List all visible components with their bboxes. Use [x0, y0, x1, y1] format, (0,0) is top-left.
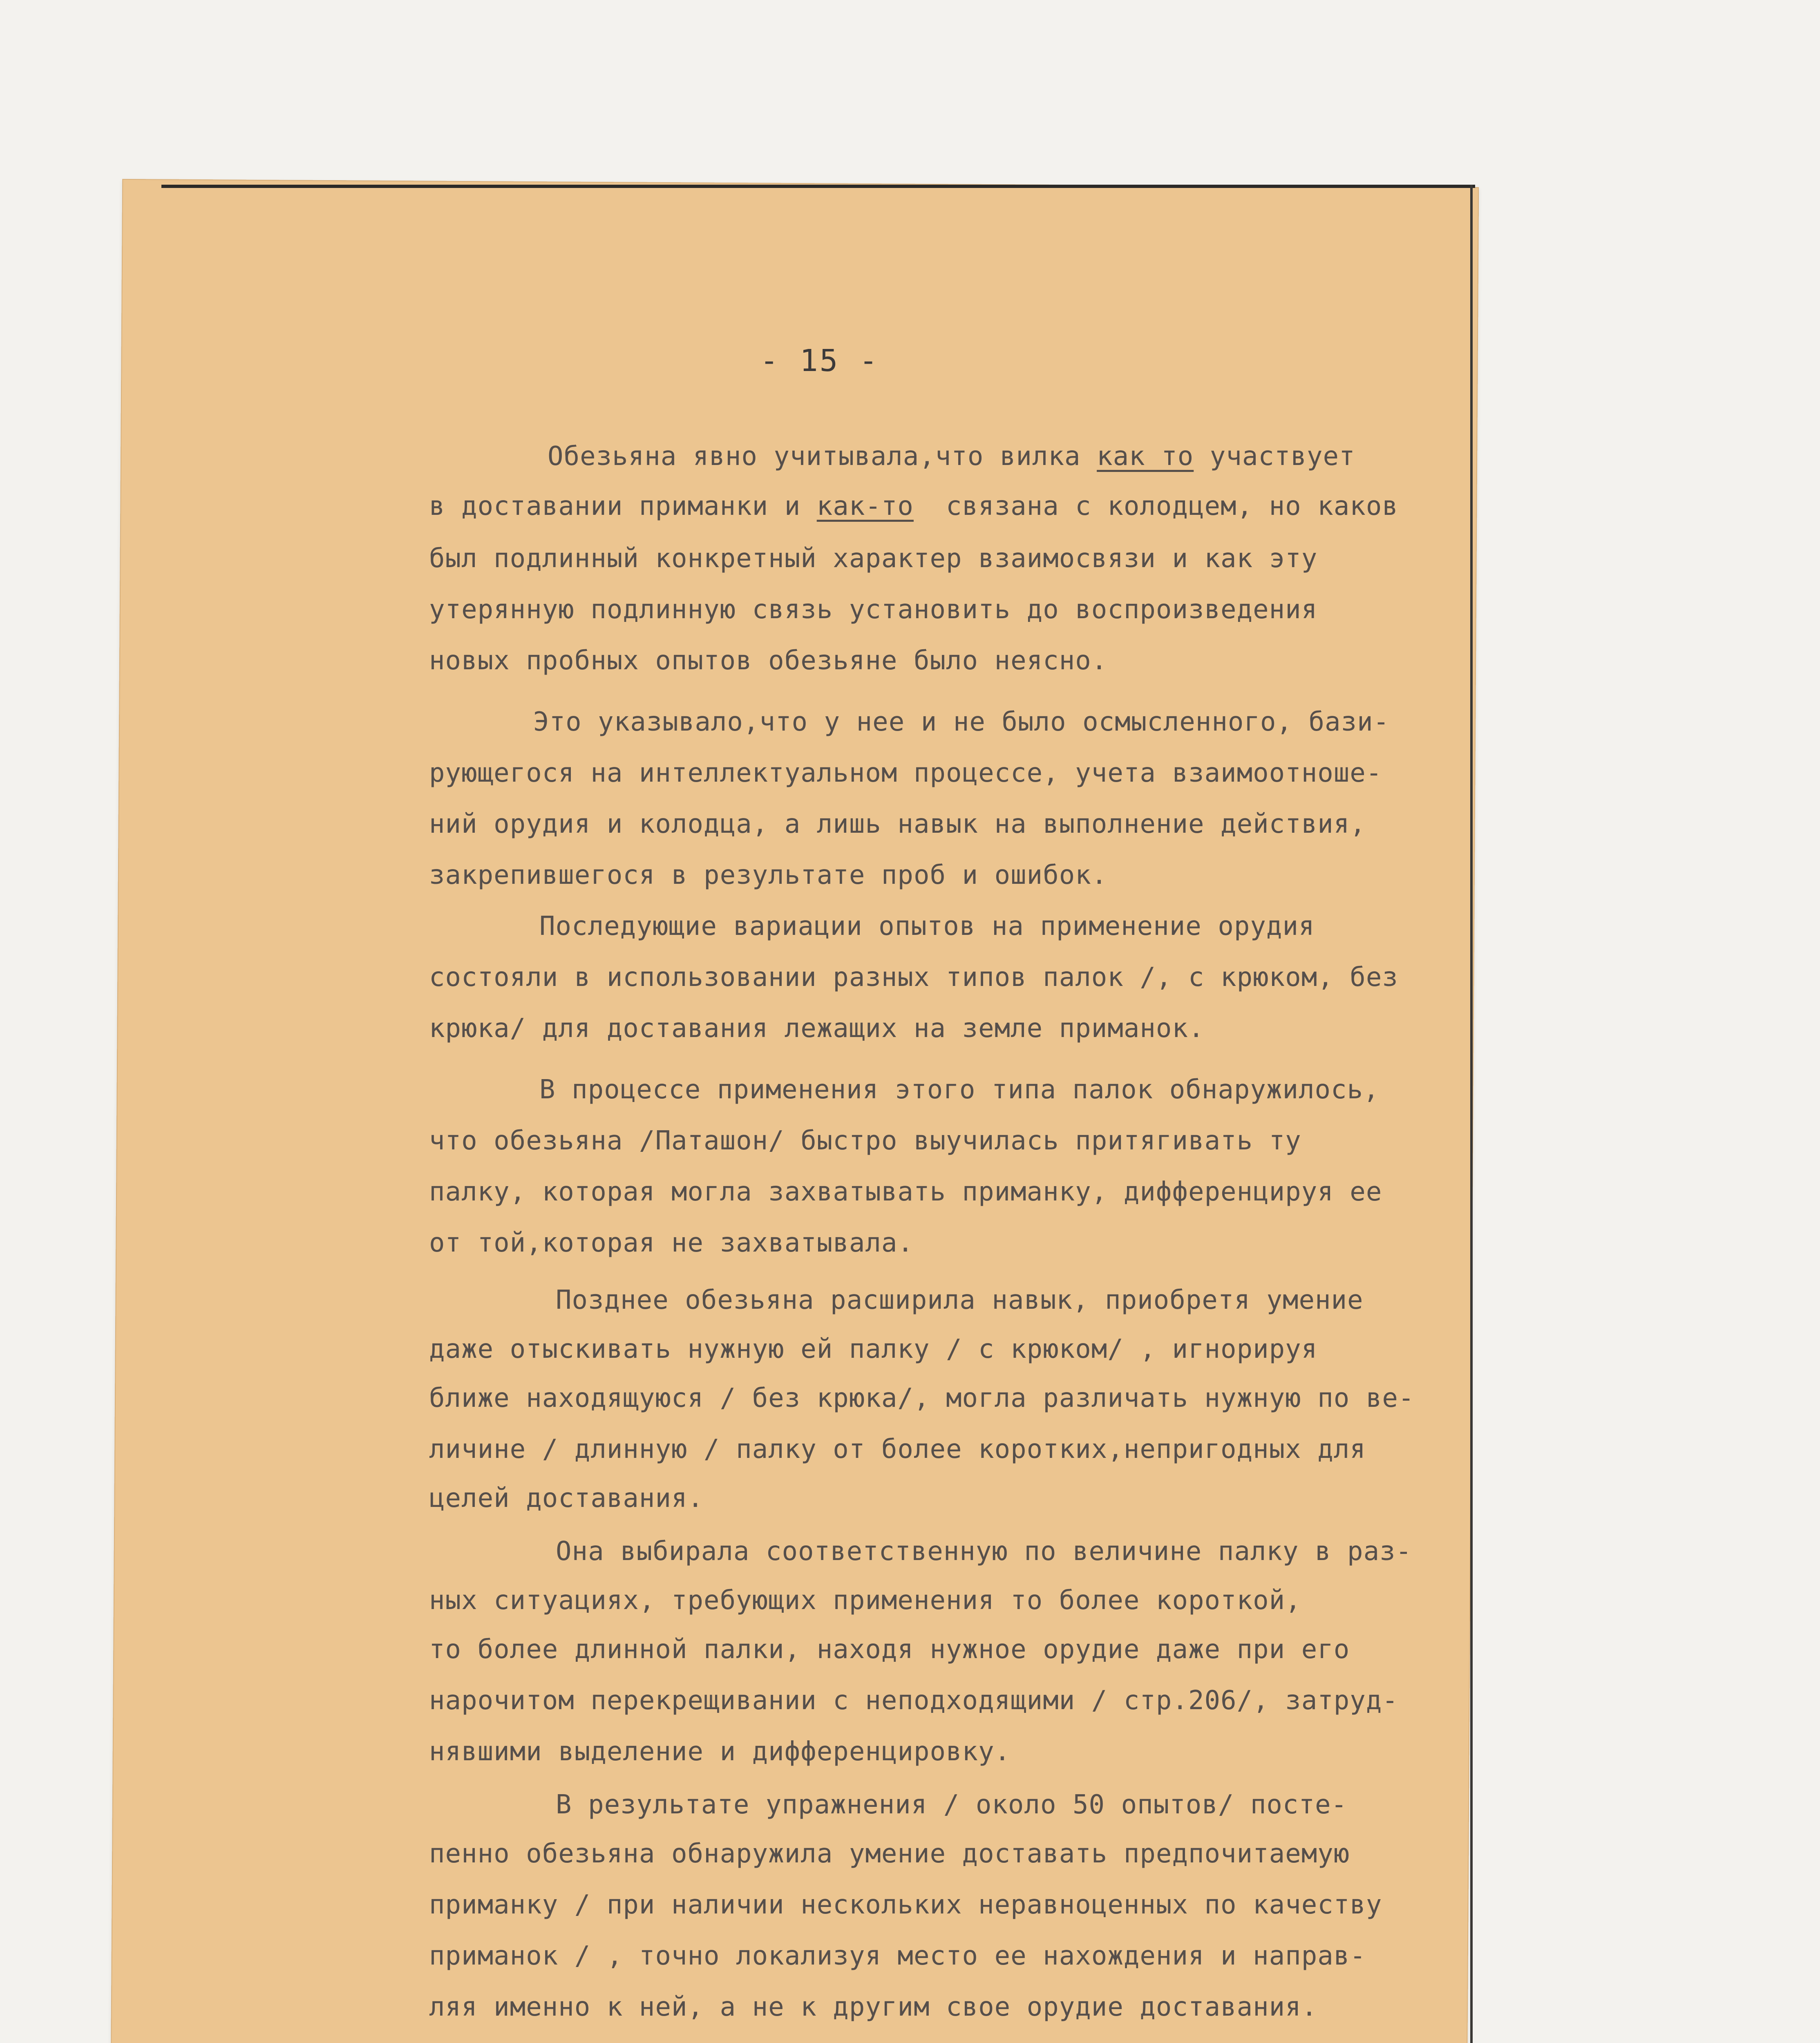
- text-line: В процессе применения этого типа палок обнаружилось,: [539, 1075, 1380, 1105]
- text-line: приманку / при наличии нескольких неравноценных по качеству: [429, 1890, 1382, 1920]
- text-line: от той,которая не захватывала.: [429, 1228, 914, 1258]
- text-line: утерянную подлинную связь установить до воспроизведения: [429, 595, 1318, 625]
- page-number: - 15 -: [760, 343, 879, 378]
- text-line: приманок / , точно локализуя место ее нахождения и направ-: [429, 1941, 1366, 1971]
- text-line: даже отыскивать нужную ей палку / с крюком/ , игнорируя: [429, 1334, 1318, 1364]
- text-line: то более длинной палки, находя нужное орудие даже при его: [429, 1634, 1350, 1665]
- text-line: целей доставания.: [429, 1483, 704, 1513]
- text-line: что обезьяна /Паташон/ быстро выучилась притягивать ту: [429, 1126, 1301, 1156]
- text-line: закрепившегося в результате проб и ошибок.: [429, 860, 1108, 890]
- text-line: ближе находящуюся / без крюка/, могла различать нужную по ве-: [429, 1383, 1415, 1413]
- board-edge-top: [161, 185, 1475, 188]
- board-edge-right: [1470, 185, 1473, 2043]
- text-line: Последующие вариации опытов на применение орудия: [539, 911, 1315, 941]
- text-line: палку, которая могла захватывать приманку, дифференцируя ее: [429, 1177, 1382, 1207]
- text-line: Это указывало,что у нее и не было осмысленного, бази-: [533, 707, 1390, 737]
- text-line: рующегося на интеллектуальном процессе, учета взаимоотноше-: [429, 758, 1382, 788]
- text-line: ных ситуациях, требующих применения то более короткой,: [429, 1585, 1301, 1616]
- text-line: новых пробных опытов обезьяне было неясно.: [429, 646, 1108, 676]
- text-line: ний орудия и колодца, а лишь навык на выполнение действия,: [429, 809, 1366, 839]
- text-line: Она выбирала соответственную по величине палку в раз-: [556, 1536, 1412, 1567]
- text-line: Позднее обезьяна расширила навык, приобретя умение: [556, 1285, 1364, 1315]
- text-line: был подлинный конкретный характер взаимосвязи и как эту: [429, 543, 1318, 574]
- text-line: В результате упражнения / около 50 опытов/ посте-: [556, 1790, 1348, 1820]
- text-line: Обезьяна явно учитывала,что вилка как то участвует: [548, 441, 1355, 472]
- text-line: личине / длинную / палку от более коротких,непригодных для: [429, 1434, 1366, 1464]
- text-line: ляя именно к ней, а не к другим свое орудие доставания.: [429, 1992, 1318, 2022]
- text-line: состояли в использовании разных типов палок /, с крюком, без: [429, 962, 1398, 992]
- text-line: нарочитом перекрещивании с неподходящими / стр.206/, затруд-: [429, 1685, 1398, 1716]
- text-line: нявшими выделение и дифференцировку.: [429, 1737, 1011, 1767]
- text-line: пенно обезьяна обнаружила умение доставать предпочитаемую: [429, 1839, 1350, 1869]
- text-line: крюка/ для доставания лежащих на земле приманок.: [429, 1013, 1205, 1044]
- text-line: в доставании приманки и как-то связана с колодцем, но каков: [429, 491, 1398, 521]
